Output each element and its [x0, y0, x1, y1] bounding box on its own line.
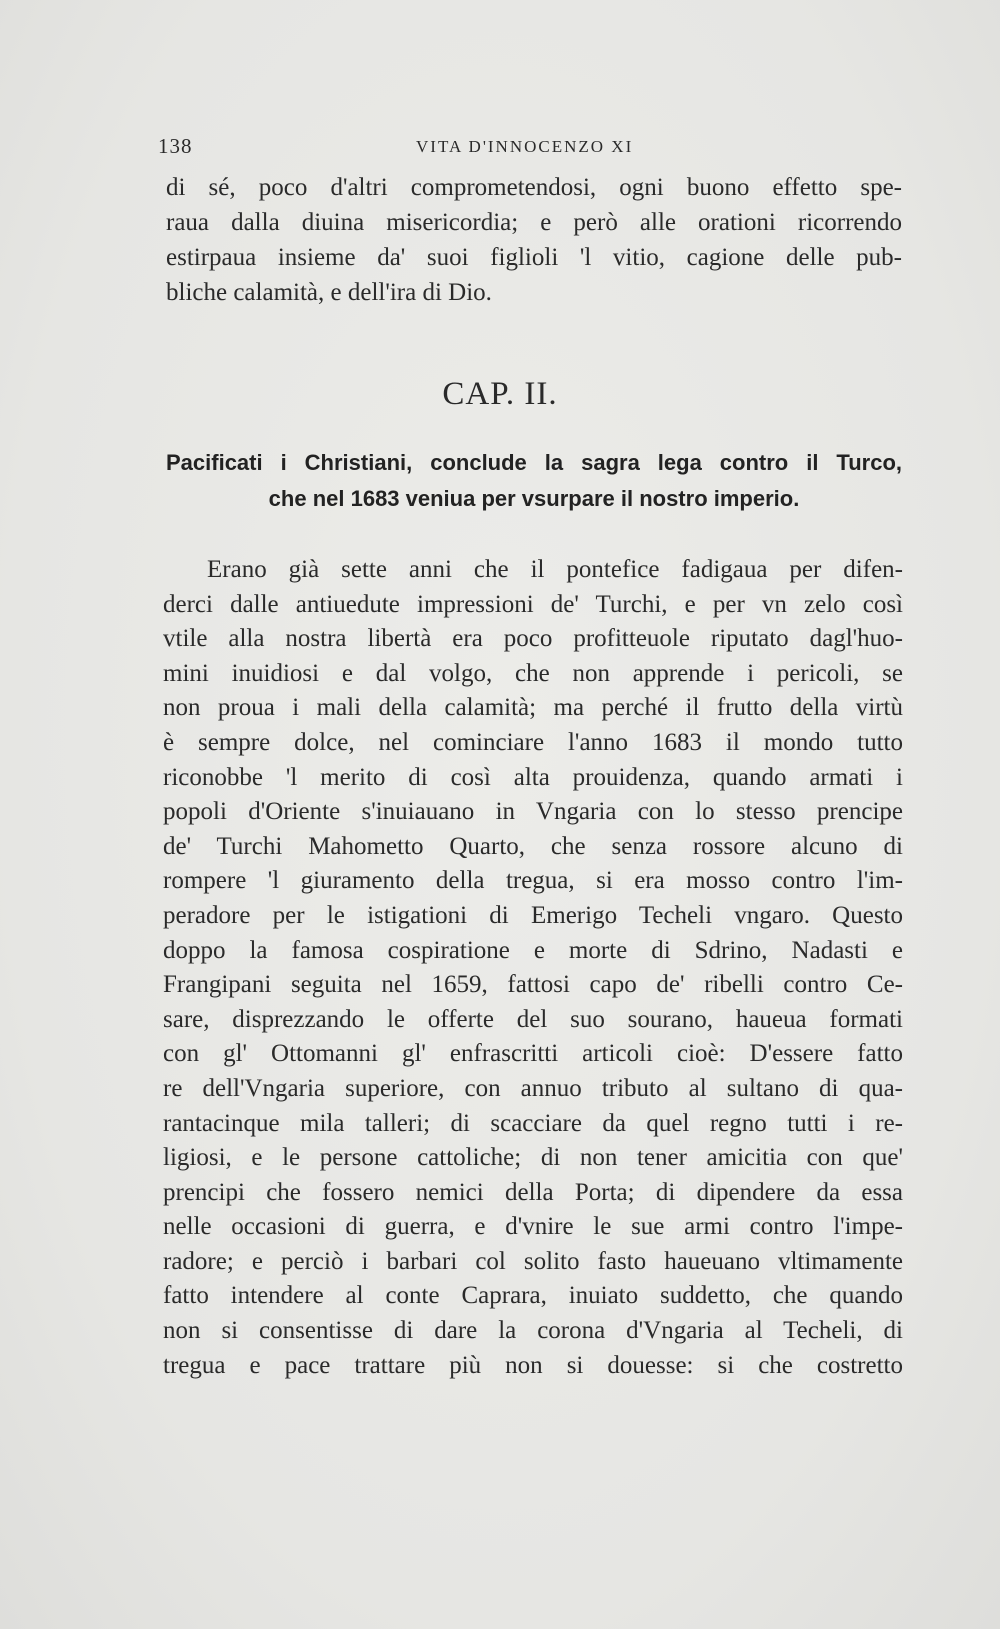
body-paragraph	[163, 553, 903, 1383]
chapter-summary	[166, 445, 902, 517]
text-line: sare, disprezzando le offerte del suo sourano, haueua formati	[163, 1005, 903, 1033]
text-line: non proua i mali della calamità; ma perché il frutto della virtù	[163, 694, 903, 722]
text-line: non si consentisse di dare la corona d'Vngaria al Techeli, di	[163, 1317, 903, 1345]
text-line: estirpaua insieme da' suoi figlioli 'l vitio, cagione delle pub-	[166, 244, 902, 271]
text-line: derci dalle antiuedute impressioni de' Turchi, e per vn zelo così	[163, 590, 903, 618]
text-line: peradore per le istigationi di Emerigo Techeli vngaro. Questo	[163, 901, 903, 929]
page-header	[158, 134, 903, 164]
text-line: prencipi che fossero nemici della Porta; di dipendere da essa	[163, 1178, 903, 1206]
summary-line: Pacificati i Christiani, conclude la sagra lega contro il Turco,	[166, 450, 902, 475]
text-line: rantacinque mila talleri; di scacciare da quel regno tutti i re-	[163, 1109, 903, 1137]
text-line: con gl' Ottomanni gl' enfrascritti articoli cioè: D'essere fatto	[163, 1040, 903, 1068]
text-line: de' Turchi Mahometto Quarto, che senza rossore alcuno di	[163, 832, 903, 860]
text-line: doppo la famosa cospiratione e morte di Sdrino, Nadasti e	[163, 936, 903, 964]
text-line: fatto intendere al conte Caprara, inuiato suddetto, che quando	[163, 1282, 903, 1310]
text-line: popoli d'Oriente s'inuiauano in Vngaria con lo stesso prencipe	[163, 798, 903, 826]
intro-paragraph	[166, 170, 902, 310]
text-line: è sempre dolce, nel cominciare l'anno 1683 il mondo tutto	[163, 728, 903, 756]
text-line: rompere 'l giuramento della tregua, si era mosso contro l'im-	[163, 867, 903, 895]
text-line: vtile alla nostra libertà era poco profitteuole riputato dagl'huo-	[163, 625, 903, 653]
text-line: tregua e pace trattare più non si douesse: si che costretto	[163, 1351, 903, 1379]
text-line: di sé, poco d'altri comprometendosi, ogni buono effetto spe-	[166, 174, 902, 201]
text-line: nelle occasioni di guerra, e d'vnire le sue armi contro l'impe-	[163, 1213, 903, 1241]
text-line: re dell'Vngaria superiore, con annuo tributo al sultano di qua-	[163, 1074, 903, 1102]
page-number: 138	[158, 134, 193, 158]
text-line: radore; e perciò i barbari col solito fasto haueuano vltimamente	[163, 1247, 903, 1275]
chapter-heading: CAP. II.	[442, 376, 558, 412]
text-line: riconobbe 'l merito di così alta prouidenza, quando armati i	[163, 763, 903, 791]
text-line: Erano già sette anni che il pontefice fadigaua per difen-	[207, 556, 903, 583]
text-line: bliche calamità, e dell'ira di Dio.	[166, 279, 492, 306]
summary-line: che nel 1683 veniua per vsurpare il nostro imperio.	[268, 486, 800, 511]
text-line: mini inuidiosi e dal volgo, che non apprende i pericoli, se	[163, 659, 903, 687]
text-line: raua dalla diuina misericordia; e però alle orationi ricorrendo	[166, 209, 902, 236]
text-line: Frangipani seguita nel 1659, fattosi capo de' ribelli contro Ce-	[163, 971, 903, 999]
text-line: ligiosi, e le persone cattoliche; di non tener amicitia con que'	[163, 1144, 903, 1172]
running-title: VITA D'INNOCENZO XI	[416, 137, 634, 156]
